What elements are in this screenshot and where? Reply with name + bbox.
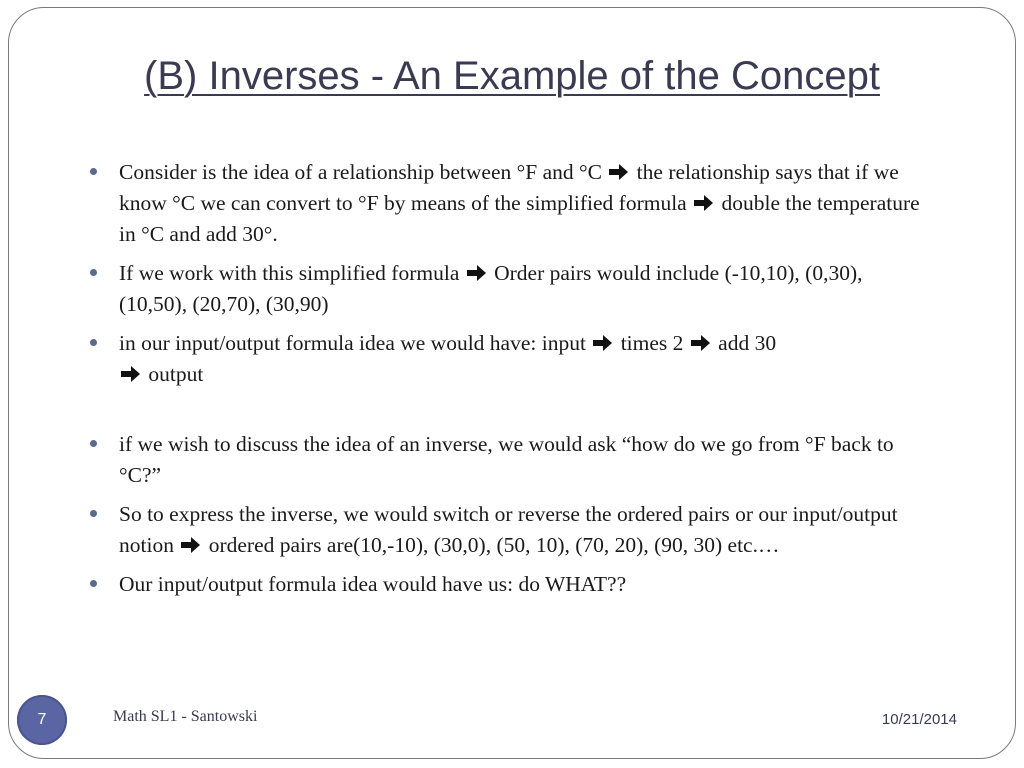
bullet-icon — [90, 510, 97, 517]
arrow-right-icon — [694, 194, 714, 212]
bullet-text: double the temperature in °C and add 30°. — [119, 191, 920, 246]
arrow-right-icon — [181, 536, 201, 554]
bullet-text: If we work with this simplified formula — [119, 261, 465, 285]
bullet-text: So to express the inverse, we would switch or reverse the ordered pairs or our input/output notion — [119, 502, 898, 557]
bullet-item-3 — [90, 328, 930, 390]
footer-date: 10/21/2014 — [881, 711, 957, 728]
arrow-right-icon — [121, 365, 141, 383]
bullet-icon — [90, 339, 97, 346]
bullet-text: in our input/output formula idea we would have: input — [119, 331, 592, 355]
bullet-icon — [90, 269, 97, 276]
bullet-text: Consider is the idea of a relationship between °F and °C — [119, 160, 608, 184]
bullet-text: the relationship says that if we know °C we can convert to °F by means of the simplified formula — [119, 160, 899, 215]
bullet-text: ordered pairs are(10,-10), (30,0), (50, 10), (70, 20), (90, 30) etc.… — [203, 533, 780, 557]
arrow-right-icon — [609, 163, 629, 181]
bullet-text: times 2 — [615, 331, 689, 355]
arrow-right-icon — [467, 264, 487, 282]
bullet-text: add 30 — [712, 331, 777, 355]
bullet-text: Order pairs would include (-10,10), (0,30), (10,50), (20,70), (30,90) — [119, 261, 863, 316]
bullet-item-2 — [90, 258, 930, 320]
bullet-icon — [90, 440, 97, 447]
arrow-right-icon — [691, 334, 711, 352]
bullet-item-1 — [90, 157, 930, 250]
bullet-list — [90, 157, 930, 608]
footer-course-label: Math SL1 - Santowski — [113, 708, 258, 725]
page-number-badge: 7 — [17, 695, 67, 745]
bullet-text: Our input/output formula idea would have us: do WHAT?? — [119, 572, 627, 596]
arrow-right-icon — [593, 334, 613, 352]
bullet-item-6 — [90, 569, 930, 600]
bullet-icon — [90, 580, 97, 587]
bullet-text: if we wish to discuss the idea of an inverse, we would ask “how do we go from °F back to °C?” — [119, 432, 894, 487]
bullet-text: output — [143, 362, 204, 386]
slide-title: (B) Inverses - An Example of the Concept — [144, 54, 880, 98]
bullet-item-5 — [90, 499, 930, 561]
bullet-item-4 — [90, 429, 930, 491]
bullet-icon — [90, 168, 97, 175]
